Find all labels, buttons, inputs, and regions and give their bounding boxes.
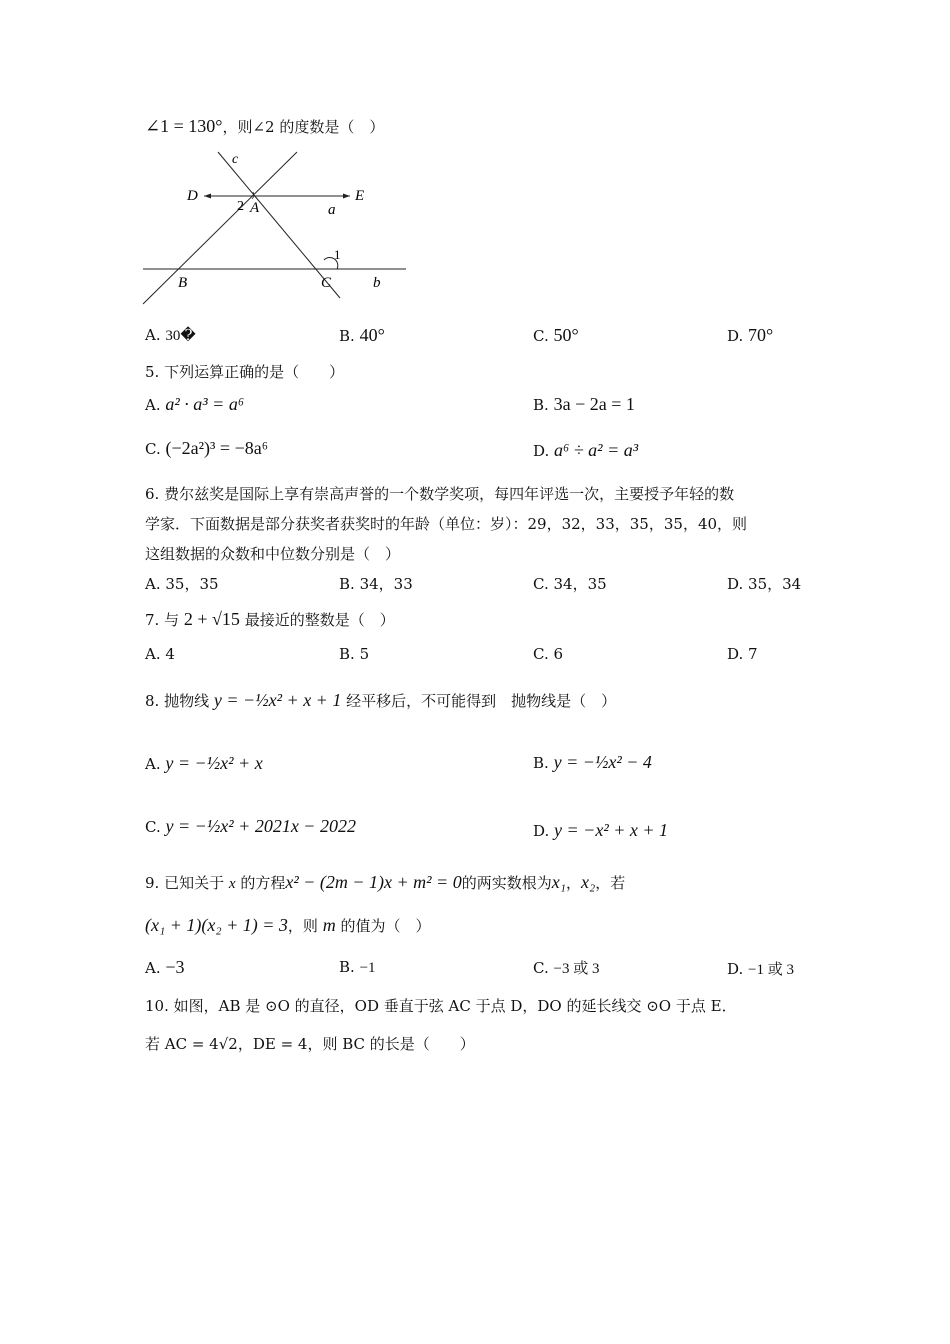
q4-option-c: C. 50°: [533, 325, 579, 345]
q7-option-c: C. 6: [533, 645, 564, 663]
label-D: D: [187, 188, 198, 204]
q8-stem: 8. 抛物线 y = −½x² + x + 1 经平移后，不可能得到 抛物线是（ ）: [145, 690, 617, 710]
q4-option-a: A. 30�: [145, 326, 196, 344]
q4-stem-math: ∠1 = 130°: [145, 116, 223, 136]
arrow-d: [204, 194, 211, 199]
label-A: A: [250, 200, 260, 216]
q7-option-a: A. 4: [145, 645, 175, 663]
q9-condition: (x₁ + 1)(x₂ + 1) = 3: [145, 915, 288, 935]
q4-stem-text: ，则∠2 的度数是（ ）: [222, 118, 385, 136]
q4-stem: [145, 116, 384, 137]
q7-expression: 2 + √15: [183, 609, 240, 629]
q8-option-c: C. y = −½x² + 2021x − 2022: [145, 816, 356, 836]
label-c: c: [232, 152, 239, 167]
label-2: 2: [237, 199, 244, 214]
label-b: b: [373, 275, 381, 291]
line-ab: [143, 152, 297, 304]
q8-option-a: A. y = −½x² + x: [145, 753, 263, 773]
q9-option-b: B. −1: [339, 958, 376, 976]
q7-stem: 7. 与 2 + √15 最接近的整数是（ ）: [145, 609, 395, 629]
q6-option-b: B. 34，33: [339, 575, 413, 593]
q4-figure: [140, 148, 415, 310]
q4-option-d: D. 70°: [727, 325, 774, 345]
q9-line-1: 9. 已知关于 x 的方程x² − (2m − 1)x + m² = 0的两实数根为x₁，x₂，若: [145, 872, 626, 892]
q8-option-b: B. y = −½x² − 4: [533, 752, 652, 772]
q9-option-d: D. −1 或 3: [727, 960, 795, 978]
label-B: B: [178, 275, 188, 291]
q8-expression: y = −½x² + x + 1: [213, 690, 342, 710]
q6-line-1: 6. 费尔兹奖是国际上享有崇高声誉的一个数学奖项，每四年评选一次，主要授予年轻的数: [145, 485, 735, 503]
q9-equation: x² − (2m − 1)x + m² = 0: [285, 872, 462, 892]
q5-option-a: A. a² · a³ = a⁶: [145, 394, 245, 414]
q7-option-d: D. 7: [727, 645, 758, 663]
q5-stem: 5. 下列运算正确的是（ ）: [145, 363, 345, 381]
q8-option-d: D. y = −x² + x + 1: [533, 820, 668, 840]
q7-option-b: B. 5: [339, 645, 370, 663]
q5-option-b: B. 3a − 2a = 1: [533, 394, 635, 414]
q6-option-d: D. 35，34: [727, 575, 802, 593]
q6-option-a: A. 35，35: [145, 575, 219, 593]
label-1: 1: [334, 247, 341, 262]
q10-line-2: 若 AC = 4√2，DE = 4，则 BC 的长是（ ）: [145, 1035, 475, 1053]
q9-option-a: A. −3: [145, 957, 185, 977]
q6-option-c: C. 34，35: [533, 575, 607, 593]
q6-line-3: 这组数据的众数和中位数分别是（ ）: [145, 545, 401, 563]
q9-line-2: (x₁ + 1)(x₂ + 1) = 3，则 m 的值为（ ）: [145, 915, 431, 935]
arrow-e: [343, 194, 350, 199]
label-C: C: [321, 275, 332, 291]
q5-option-d: D. a⁶ ÷ a² = a³: [533, 440, 639, 460]
q4-option-b: B. 40°: [339, 325, 385, 345]
q5-option-c: C. (−2a²)³ = −8a⁶: [145, 438, 268, 458]
label-a: a: [328, 202, 336, 218]
q6-line-2: 学家．下面数据是部分获奖者获奖时的年龄（单位：岁）：29，32，33，35，35，40，则: [145, 515, 748, 533]
q10-line-1: 10. 如图，AB 是 ⊙O 的直径，OD 垂直于弦 AC 于点 D，DO 的延长线交 ⊙O 于点 E．: [145, 997, 737, 1015]
label-E: E: [355, 188, 365, 204]
q9-option-c: C. −3 或 3: [533, 959, 600, 977]
